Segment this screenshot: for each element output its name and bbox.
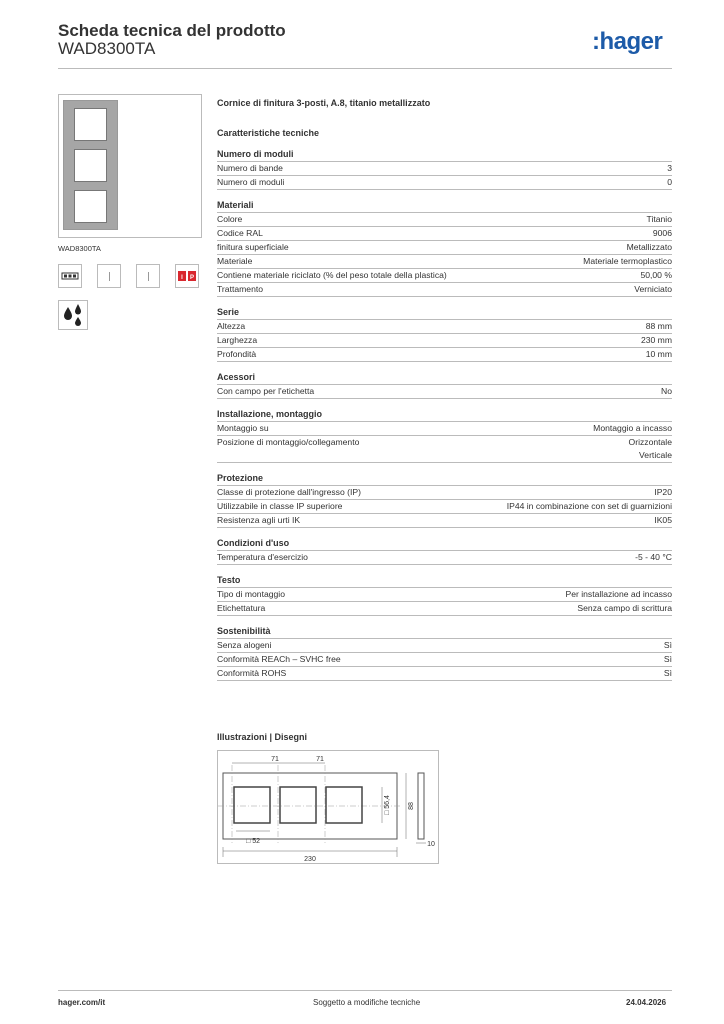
three-gang-icon [58,264,82,288]
specs-heading: Caratteristiche tecniche [217,128,320,138]
spec-section [217,199,672,297]
spec-section [217,306,672,362]
spec-label: Numero di moduli [217,177,285,187]
spec-value: Verniciato [634,284,672,294]
footer-website[interactable]: hager.com/it [58,998,106,1007]
spec-value: 10 mm [645,349,672,359]
spec-label: Codice RAL [217,228,263,238]
spec-label: Profondità [217,349,257,359]
footer-note: Soggetto a modifiche tecniche [313,998,421,1007]
spec-label: Numero di bande [217,163,283,173]
spec-row [217,436,672,463]
spec-row [217,667,672,681]
spec-value: IK05 [654,515,672,525]
svg-text:I: I [181,275,183,281]
spec-label: Senza alogeni [217,640,272,650]
spec-label: Larghezza [217,335,258,345]
spec-label: Contiene materiale riciclato (% del peso totale della plastica) [217,270,447,280]
spec-section [217,408,672,463]
section-title: Serie [217,306,672,320]
spec-value: 3 [667,163,672,173]
spec-label: Temperatura d'esercizio [217,552,308,562]
spec-row [217,514,672,528]
product-code: WAD8300TA [58,39,156,58]
spec-row [217,500,672,514]
spec-label: Tipo di montaggio [217,589,285,599]
spec-row [217,486,672,500]
spec-row [217,255,672,269]
svg-text:P: P [189,275,195,281]
hager-logo: :hager [592,28,663,55]
spec-row [217,385,672,399]
dimension-width: 230 [304,856,316,863]
spec-value: Sì [663,668,672,678]
spec-value: Titanio [646,214,672,224]
spec-value: No [661,386,672,396]
spec-value: 0 [667,177,672,187]
header-divider [58,68,672,69]
spec-row [217,269,672,283]
spec-label: Con campo per l'etichetta [217,386,315,396]
product-title: Cornice di finitura 3-posti, A.8, titanio metallizzato [217,98,431,108]
spec-section [217,574,672,616]
spec-label: Conformità REACh – SVHC free [217,654,341,664]
section-title: Installazione, montaggio [217,408,672,422]
spec-label: Colore [217,214,243,224]
section-title: Acessori [217,371,672,385]
dimension-inner-height: □ 56,4 [384,795,391,815]
spec-value: Metallizzato [626,242,672,252]
spec-row [217,588,672,602]
horizontal-mount-icon [136,264,160,288]
section-title: Testo [217,574,672,588]
water-drops-icon [58,300,88,330]
image-caption: WAD8300TA [58,244,101,253]
spec-value: Sì [663,654,672,664]
spec-label: Altezza [217,321,246,331]
spec-section [217,472,672,528]
spec-row [217,320,672,334]
illustrations-title: Illustrazioni | Disegni [217,732,308,742]
dimension-depth: 10 [427,841,435,848]
frame-illustration [63,100,118,230]
page-title: Scheda tecnica del prodotto [58,21,286,40]
spec-row [217,422,672,436]
dimension-inner-width: □ 52 [246,838,260,845]
spec-row [217,639,672,653]
section-title: Protezione [217,472,672,486]
spec-row [217,176,672,190]
spec-section [217,537,672,565]
spec-value: Materiale termoplastico [583,256,672,266]
spec-value: 88 mm [645,321,672,331]
spec-label: Etichettatura [217,603,266,613]
spec-section [217,625,672,681]
ip-rating-icon [175,264,199,288]
spec-row [217,334,672,348]
spec-value: 9006 [652,228,672,238]
spec-value: IP44 in combinazione con set di guarnizioni [506,501,672,511]
product-image [58,94,202,238]
dimension-drawing [217,750,439,864]
spec-label: Posizione di montaggio/collegamento [217,437,360,447]
spec-value: Senza campo di scrittura [577,603,672,613]
spec-sections [217,148,672,681]
spec-label: Montaggio su [217,423,269,433]
spec-value: 50,00 % [640,270,672,280]
spec-row [217,227,672,241]
spec-label: finitura superficiale [217,242,289,252]
footer-divider [58,990,672,991]
spec-value: -5 - 40 °C [635,552,672,562]
spec-row [217,348,672,362]
spec-row [217,241,672,255]
spec-label: Resistenza agli urti IK [217,515,301,525]
footer-date: 24.04.2026 [626,998,667,1007]
frame-slot [74,190,107,223]
spec-section [217,371,672,399]
spec-row [217,551,672,565]
spec-row [217,283,672,297]
spec-row [217,213,672,227]
spec-label: Classe di protezione dall'ingresso (IP) [217,487,361,497]
spec-row [217,162,672,176]
frame-slot [74,149,107,182]
spec-section [217,148,672,190]
dimension-height: 88 [408,802,415,810]
section-title: Numero di moduli [217,148,672,162]
spec-label: Materiale [217,256,253,266]
section-title: Materiali [217,199,672,213]
spec-value: Per installazione ad incasso [565,589,672,599]
spec-content [217,96,672,690]
spec-value: Orizzontale Verticale [628,437,672,460]
vertical-mount-icon [97,264,121,288]
spec-label: Utilizzabile in classe IP superiore [217,501,343,511]
frame-slot [74,108,107,141]
spec-row [217,602,672,616]
spec-value: IP20 [654,487,672,497]
dimension-pitch-a: 71 [271,756,279,763]
section-title: Sostenibilità [217,625,672,639]
spec-label: Conformità ROHS [217,668,287,678]
spec-value: Sì [663,640,672,650]
spec-value: 230 mm [640,335,672,345]
section-title: Condizioni d'uso [217,537,672,551]
spec-row [217,653,672,667]
dimension-pitch-b: 71 [316,756,324,763]
spec-value: Montaggio a incasso [593,423,672,433]
spec-label: Trattamento [217,284,264,294]
